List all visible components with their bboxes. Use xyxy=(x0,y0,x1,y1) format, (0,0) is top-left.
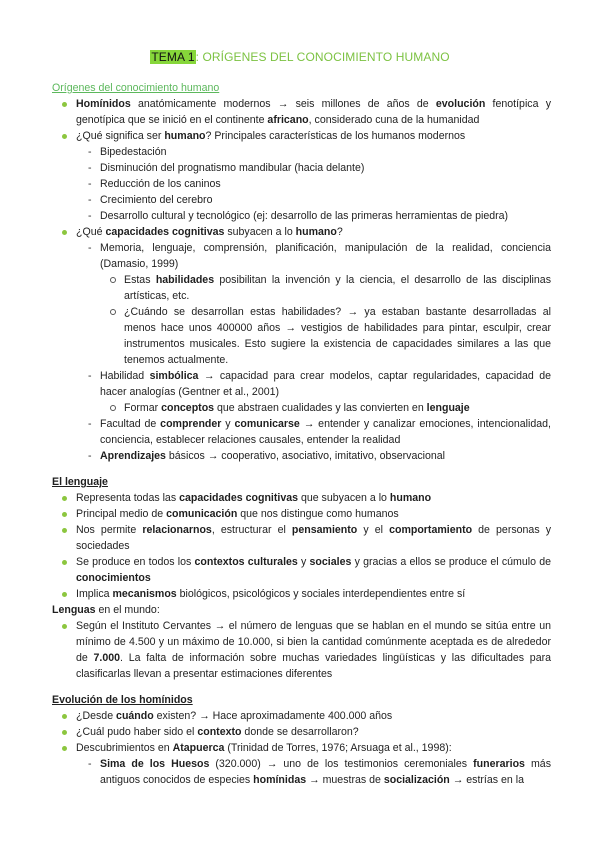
section-heading-evolucion: Evolución de los homínidos xyxy=(52,694,193,706)
list-item: ¿Qué capacidades cognitivas subyacen a lo humano? xyxy=(52,224,551,240)
list-item: Representa todas las capacidades cognitivas que subyacen a lo humano xyxy=(52,490,551,506)
lenguaje-list xyxy=(52,490,551,602)
origenes-list xyxy=(52,96,551,464)
lenguas-list xyxy=(52,618,551,682)
document-title xyxy=(0,50,600,64)
sub-item: - Sima de los Huesos (320.000) → uno de los testimonios ceremoniales funerarios más antiguos conocidos de especies homínidas → muestras de socialización → estrías en la xyxy=(52,756,551,788)
evolucion-list xyxy=(52,708,551,788)
sub-item: - Reducción de los caninos xyxy=(52,176,551,192)
list-item: Según el Instituto Cervantes → el número de lenguas que se hablan en el mundo se sitúa entre un mínimo de 4.500 y un máximo de 10.000, si bien la cantidad comúnmente aceptada es de alrededor de 7.000. La falta de información sobre muchas variedades lingüísticas y las dificultades para clasificarlas llevan a presentar estimaciones diferentes xyxy=(52,618,551,682)
list-item: Implica mecanismos biológicos, psicológicos y sociales interdependientes entre sí xyxy=(52,586,551,602)
sub-item: - Desarrollo cultural y tecnológico (ej: desarrollo de las primeras herramientas de piedra) xyxy=(52,208,551,224)
list-item: Principal medio de comunicación que nos distingue como humanos xyxy=(52,506,551,522)
list-item: Se produce en todos los contextos culturales y sociales y gracias a ellos se produce el cúmulo de conocimientos xyxy=(52,554,551,586)
list-item: Descubrimientos en Atapuerca (Trinidad de Torres, 1976; Arsuaga et al., 1998): xyxy=(52,740,551,756)
sub-sub-item: Formar conceptos que abstraen cualidades y las convierten en lenguaje xyxy=(52,400,551,416)
section-heading-lenguaje: El lenguaje xyxy=(52,476,108,488)
sub-item: - Aprendizajes básicos → cooperativo, asociativo, imitativo, observacional xyxy=(52,448,551,464)
list-item: ¿Desde cuándo existen? → Hace aproximadamente 400.000 años xyxy=(52,708,551,724)
sub-sub-item: Estas habilidades posibilitan la invención y la ciencia, el desarrollo de las disciplinas artísticas, etc. xyxy=(52,272,551,304)
document-body xyxy=(52,80,551,788)
title-highlight: TEMA 1 xyxy=(151,50,195,64)
list-item: ¿Cuál pudo haber sido el contexto donde se desarrollaron? xyxy=(52,724,551,740)
sub-item: - Memoria, lenguaje, comprensión, planificación, manipulación de la realidad, conciencia (Damasio, 1999) xyxy=(52,240,551,272)
sub-item: - Crecimiento del cerebro xyxy=(52,192,551,208)
list-item: Nos permite relacionarnos, estructurar el pensamiento y el comportamiento de personas y sociedades xyxy=(52,522,551,554)
lenguas-heading: Lenguas en el mundo: xyxy=(52,604,160,616)
sub-item: - Habilidad simbólica → capacidad para crear modelos, captar regularidades, capacidad de hacer analogías (Gentner et al., 2001) xyxy=(52,368,551,400)
list-item: ¿Qué significa ser humano? Principales características de los humanos modernos xyxy=(52,128,551,144)
section-heading-origenes: Orígenes del conocimiento humano xyxy=(52,82,220,94)
sub-item: - Bipedestación xyxy=(52,144,551,160)
sub-sub-item: ¿Cuándo se desarrollan estas habilidades? → ya estaban bastante desarrolladas al menos hace unos 400000 años → vestigios de habilidades para pintar, esculpir, crear instrumentos musicales. Esto sugiere la existencia de capacidades similares a las que tenemos actualmente. xyxy=(52,304,551,368)
sub-item: - Facultad de comprender y comunicarse → entender y canalizar emociones, intencionalidad, conciencia, establecer relaciones causales, entender la realidad xyxy=(52,416,551,448)
list-item: Homínidos anatómicamente modernos → seis millones de años de evolución fenotípica y genotípica que se inició en el continente africano, considerado cuna de la humanidad xyxy=(52,96,551,128)
sub-item: - Disminución del prognatismo mandibular (hacia delante) xyxy=(52,160,551,176)
title-text: : ORÍGENES DEL CONOCIMIENTO HUMANO xyxy=(195,50,450,64)
